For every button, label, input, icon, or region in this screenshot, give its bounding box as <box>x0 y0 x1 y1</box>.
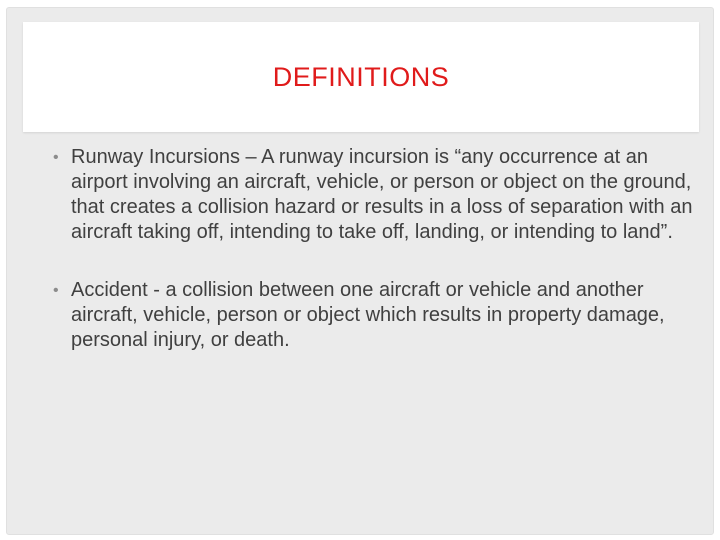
bullet-text: Accident - a collision between one aircraft or vehicle and another aircraft, vehicle, person or object which results in property damage, personal injury, or death. <box>71 279 665 351</box>
bullet-list <box>53 145 703 386</box>
bullet-dot-icon: • <box>53 149 59 166</box>
slide-title: DEFINITIONS <box>272 61 450 92</box>
bullet-item-runway-incursions <box>53 145 703 245</box>
bullet-text: Runway Incursions – A runway incursion is “any occurrence at an airport involving an aircraft, vehicle, or person or object on the ground, that creates a collision hazard or results in a loss of separation with an aircraft taking off, intending to take off, landing, or intending to land”. <box>71 146 693 243</box>
bullet-dot-icon: • <box>53 282 59 299</box>
slide <box>6 7 714 535</box>
bullet-item-accident <box>53 278 703 353</box>
title-box <box>23 22 699 132</box>
